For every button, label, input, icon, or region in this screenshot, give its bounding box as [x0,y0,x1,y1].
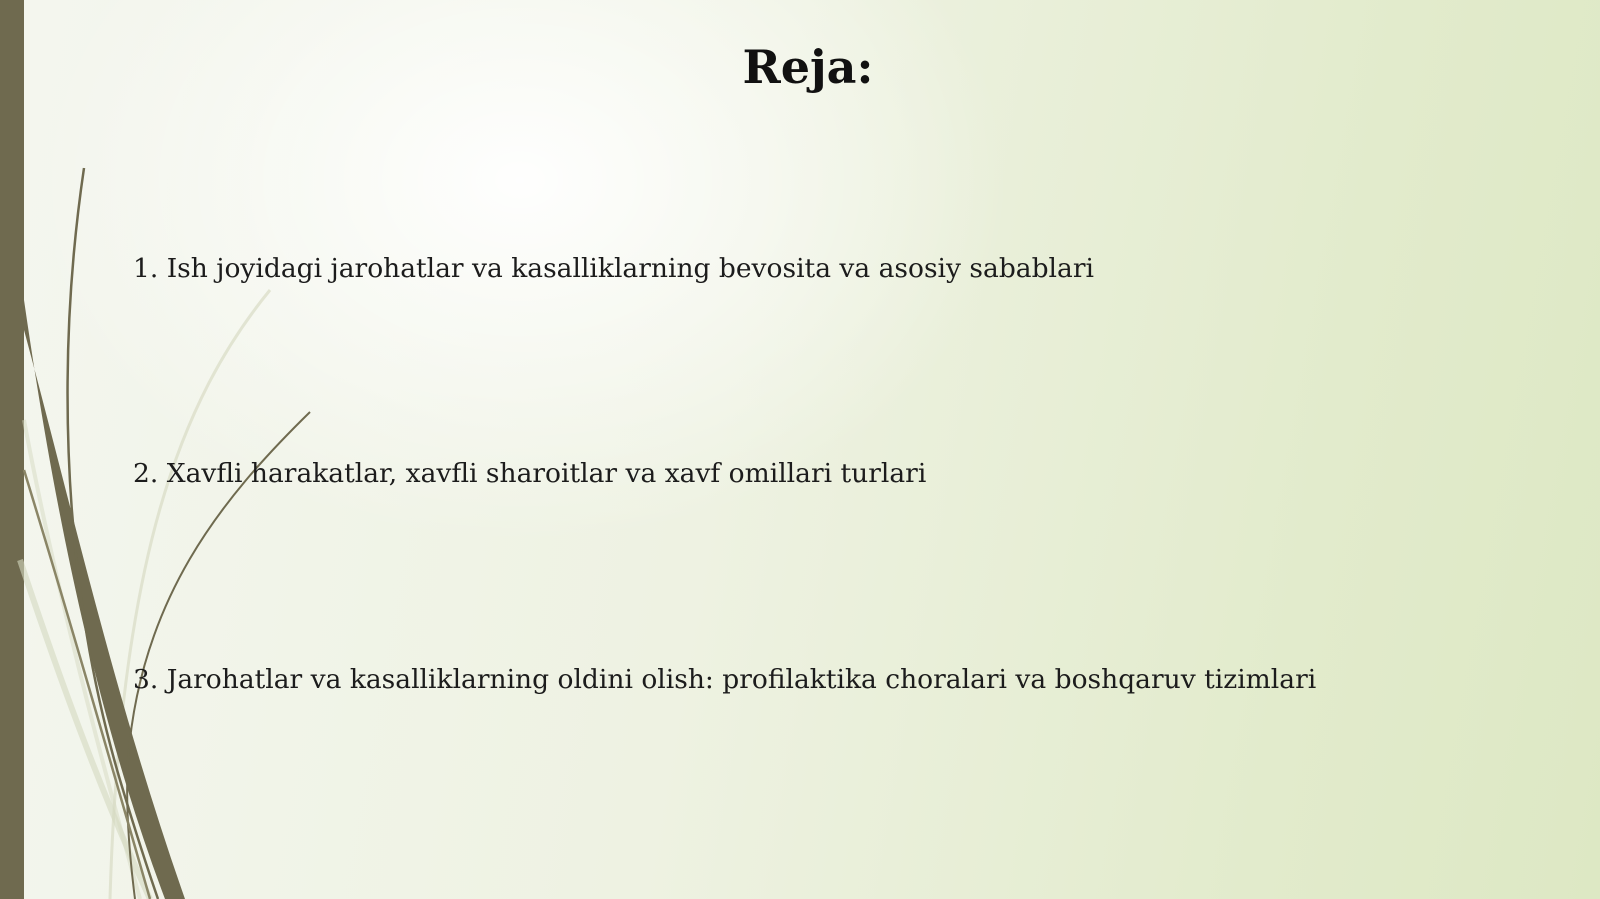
plan-item-2: 2. Xavfli harakatlar, xavfli sharoitlar va xavf omillari turlari [133,458,927,489]
plan-item-3: 3. Jarohatlar va kasalliklarning oldini olish: profilaktika choralari va boshqaruv tizimlari [133,664,1317,695]
slide-title: Reja: [742,40,874,94]
plan-item-1: 1. Ish joyidagi jarohatlar va kasalliklarning bevosita va asosiy sabablari [133,253,1094,284]
grass-blades-decoration [0,0,360,899]
